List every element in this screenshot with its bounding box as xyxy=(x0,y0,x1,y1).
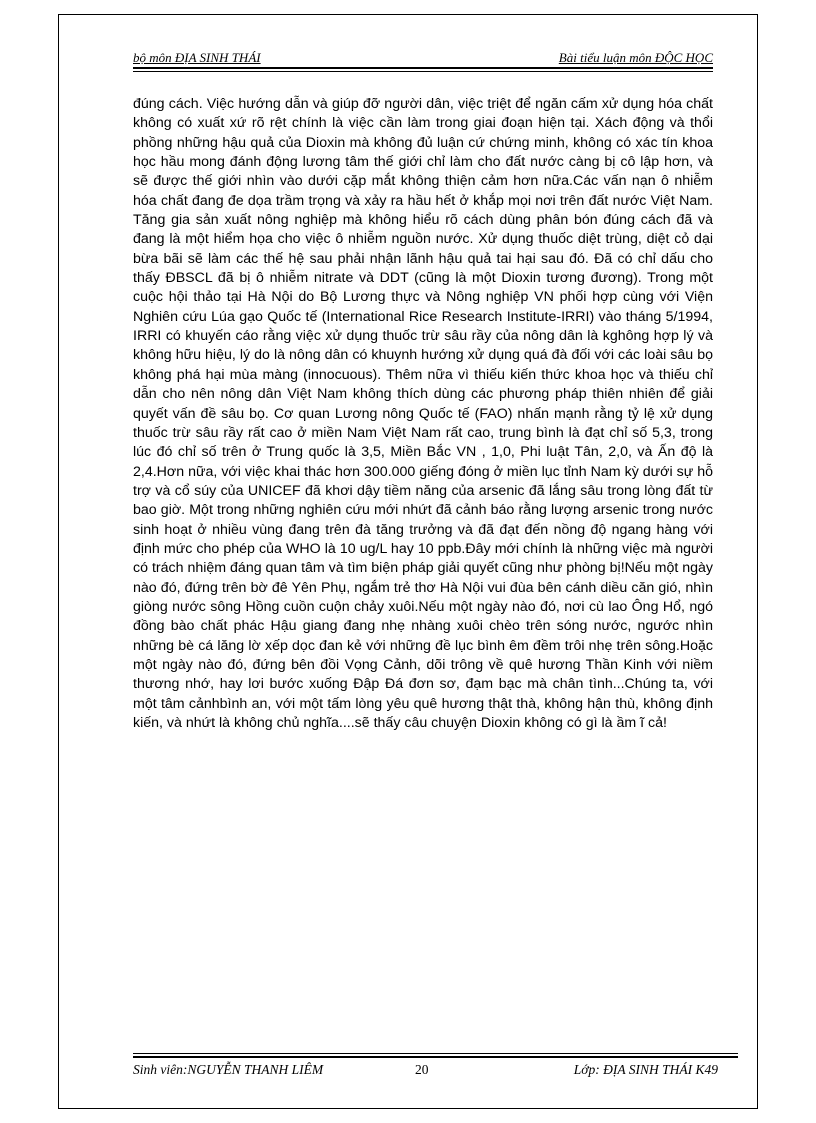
header-document-title: Bài tiểu luận môn ĐỘC HỌC xyxy=(558,50,713,65)
header-rule-thin xyxy=(133,71,713,72)
body-paragraph: đúng cách. Việc hướng dẫn và giúp đỡ người dân, việc triệt để ngăn cấm xử dụng hóa chất không có xuất xứ rõ rệt chính là việc cần làm trong giai đoạn hiện tại. Xách động và thổi phồng những hậu quả của Dioxin mà không đủ luận cứ chứng minh, không có xác tín khoa học hầu mong đánh động lương tâm thế giới chỉ làm cho đất nước càng bị cô lập hơn, và sẽ được thế giới nhìn vào dưới cặp mắt không thiện cảm hơn nữa.Các vấn nạn ô nhiễm hóa chất đang đe dọa trầm trọng và xảy ra hầu hết ở khắp mọi nơi trên đất nước Việt Nam. Tăng gia sản xuất nông nghiệp mà không hiểu rõ cách dùng phân bón đúng cách đã và đang là một hiểm họa cho việc ô nhiễm nguồn nước. Xử dụng thuốc diệt trùng, diệt cỏ dại bừa bãi sẽ làm các thế hệ sau phải nhận lãnh hậu quả tai hại sau đó. Đã có chỉ dấu cho thấy ĐBSCL đã bị ô nhiễm nitrate và DDT (cũng là một Dioxin tương đương). Trong một cuộc hội thảo tại Hà Nội do Bộ Lương thực và Nông nghiệp VN phối hợp cùng với Viện Nghiên cứu Lúa gạo Quốc tế (International Rice Research Institute-IRRI) vào tháng 5/1994, IRRI có khuyến cáo rằng việc xử dụng thuốc trừ sâu rầy của nông dân là kghông hợp lý và không hữu hiệu, lý do là nông dân có khuynh hướng xử dụng quá đà đối với các loài sâu bọ không phá hại mùa màng (innocuous). Thêm nữa vì thiếu kiến thức khoa học và thiếu chỉ dẫn cho nên nông dân Việt Nam không thích dùng các phương pháp thiên nhiên để giải quyết vấn đề sâu bọ. Cơ quan Lương nông Quốc tế (FAO) nhấn mạnh rằng tỷ lệ xử dụng thuốc trừ sâu rầy rất cao ở miền Nam Việt Nam rất cao, trung bình là đạt chỉ số 5,3, trong lúc đó chỉ số trên ở Trung quốc là 3,5, Miền Bắc VN , 1,0, Phi luật Tân, 2,0, và Ấn độ là 2,4.Hơn nữa, với việc khai thác hơn 300.000 giếng đóng ở miền lục tỉnh Nam kỳ dưới sự hỗ trợ và cổ súy của UNICEF đã khơi dậy tiềm năng của arsenic đã lắng sâu trong lòng đất từ bao giờ. Một trong những nghiên cứu mới nhứt đã cảnh báo rằng lượng arsenic trong nước sinh hoạt ở nhiều vùng đang trên đà tăng trưởng và đã đạt đến nồng độ ngang hàng với định mức cho phép của WHO là 10 ug/L hay 10 ppb.Đây mới chính là những việc mà người có trách nhiệm đáng quan tâm và tìm biện pháp giải quyết cũng như phòng bị!Nếu một ngày nào đó, đứng trên bờ đê Yên Phụ, ngắm trẻ thơ Hà Nội vui đùa bên cánh diều căn gió, nhìn giòng nước sông Hồng cuồn cuộn chảy xuôi.Nếu một ngày nào đó, nơi cù lao Ông Hổ, ngó đồng bào chất phác Hậu giang đang nhẹ nhàng xuôi chèo trên sóng nước, ngước nhìn những bè cá lăng lờ xếp dọc đan kẻ với những đề lục bình êm đềm trôi nhẹ trên sông.Hoặc một ngày nào đó, đứng bên đồi Vọng Cảnh, dõi trông về quê hương Thần Kinh với niềm thương nhớ, hay lơi bước xuống Đập Đá đơn sơ, đạm bạc mà chân tình...Chúng ta, với một tâm cảnhbình an, với một tấm lòng yêu quê hương thật thà, không hận thù, không định kiến, và nhứt là không chủ nghĩa....sẽ thấy câu chuyện Dioxin không có gì là ầm ĩ cả! xyxy=(133,96,713,731)
footer-page-number: 20 xyxy=(415,1062,429,1077)
footer-rule xyxy=(133,1056,738,1058)
page-footer xyxy=(133,1062,738,1082)
footer-student: Sinh viên:NGUYỄN THANH LIÊM xyxy=(133,1062,324,1077)
header-rule xyxy=(133,67,713,69)
footer-rule-thin xyxy=(133,1053,738,1054)
header-subject: bộ môn ĐỊA SINH THÁI xyxy=(133,50,261,65)
footer-class: Lớp: ĐỊA SINH THÁI K49 xyxy=(573,1062,718,1077)
